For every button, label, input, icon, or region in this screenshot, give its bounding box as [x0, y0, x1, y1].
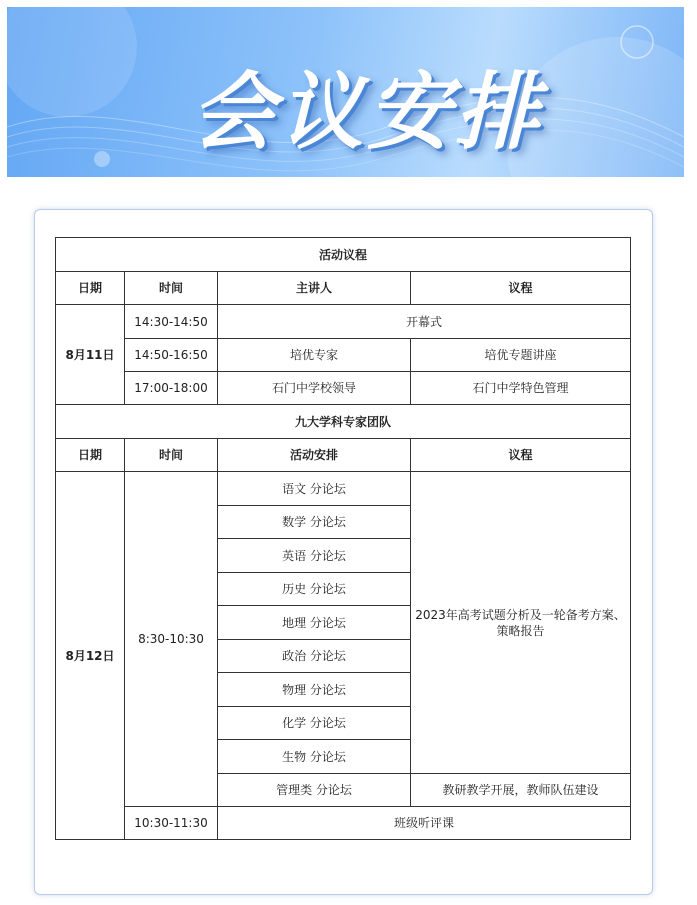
header-speaker: 主讲人 — [218, 272, 411, 305]
forum-cell: 语文 分论坛 — [218, 472, 411, 506]
section-title: 九大学科专家团队 — [56, 405, 631, 439]
activity-cell: 开幕式 — [218, 305, 631, 339]
forum-cell: 政治 分论坛 — [218, 640, 411, 673]
time-cell: 10:30-11:30 — [125, 807, 218, 840]
table-row — [56, 305, 631, 339]
header-date: 日期 — [56, 439, 125, 472]
forum-cell: 历史 分论坛 — [218, 573, 411, 606]
time-cell: 17:00-18:00 — [125, 372, 218, 405]
section-title-row — [56, 405, 631, 439]
forum-cell: 物理 分论坛 — [218, 673, 411, 707]
forum-cell: 数学 分论坛 — [218, 506, 411, 539]
agenda-cell: 石门中学特色管理 — [411, 372, 631, 405]
section-title-row — [56, 238, 631, 272]
header-activity: 活动安排 — [218, 439, 411, 472]
header-row — [56, 439, 631, 472]
table-row — [56, 807, 631, 840]
header-date: 日期 — [56, 272, 125, 305]
time-cell: 14:30-14:50 — [125, 305, 218, 339]
schedule-card — [34, 209, 653, 895]
header-row — [56, 272, 631, 305]
header-agenda: 议程 — [411, 439, 631, 472]
forum-cell: 管理类 分论坛 — [218, 774, 411, 807]
forum-cell: 化学 分论坛 — [218, 707, 411, 740]
agenda-cell: 培优专题讲座 — [411, 339, 631, 372]
header-time: 时间 — [125, 439, 218, 472]
table-row — [56, 372, 631, 405]
agenda-table — [55, 237, 631, 840]
section-title: 活动议程 — [56, 238, 631, 272]
date-cell: 8月11日 — [56, 305, 125, 405]
time-cell: 8:30-10:30 — [125, 472, 218, 807]
forum-cell: 生物 分论坛 — [218, 740, 411, 774]
speaker-cell: 培优专家 — [218, 339, 411, 372]
agenda-cell: 教研教学开展，教师队伍建设 — [411, 774, 631, 807]
banner-title: 会议安排 — [190, 63, 543, 161]
header-agenda: 议程 — [411, 272, 631, 305]
time-cell: 14:50-16:50 — [125, 339, 218, 372]
banner — [7, 7, 684, 177]
header-time: 时间 — [125, 272, 218, 305]
forum-cell: 地理 分论坛 — [218, 606, 411, 640]
speaker-cell: 石门中学校领导 — [218, 372, 411, 405]
date-cell: 8月12日 — [56, 472, 125, 840]
forum-cell: 英语 分论坛 — [218, 539, 411, 573]
table-row — [56, 339, 631, 372]
activity-cell: 班级听评课 — [218, 807, 631, 840]
agenda-cell: 2023年高考试题分析及一轮备考方案、策略报告 — [411, 472, 631, 774]
table-row — [56, 472, 631, 506]
